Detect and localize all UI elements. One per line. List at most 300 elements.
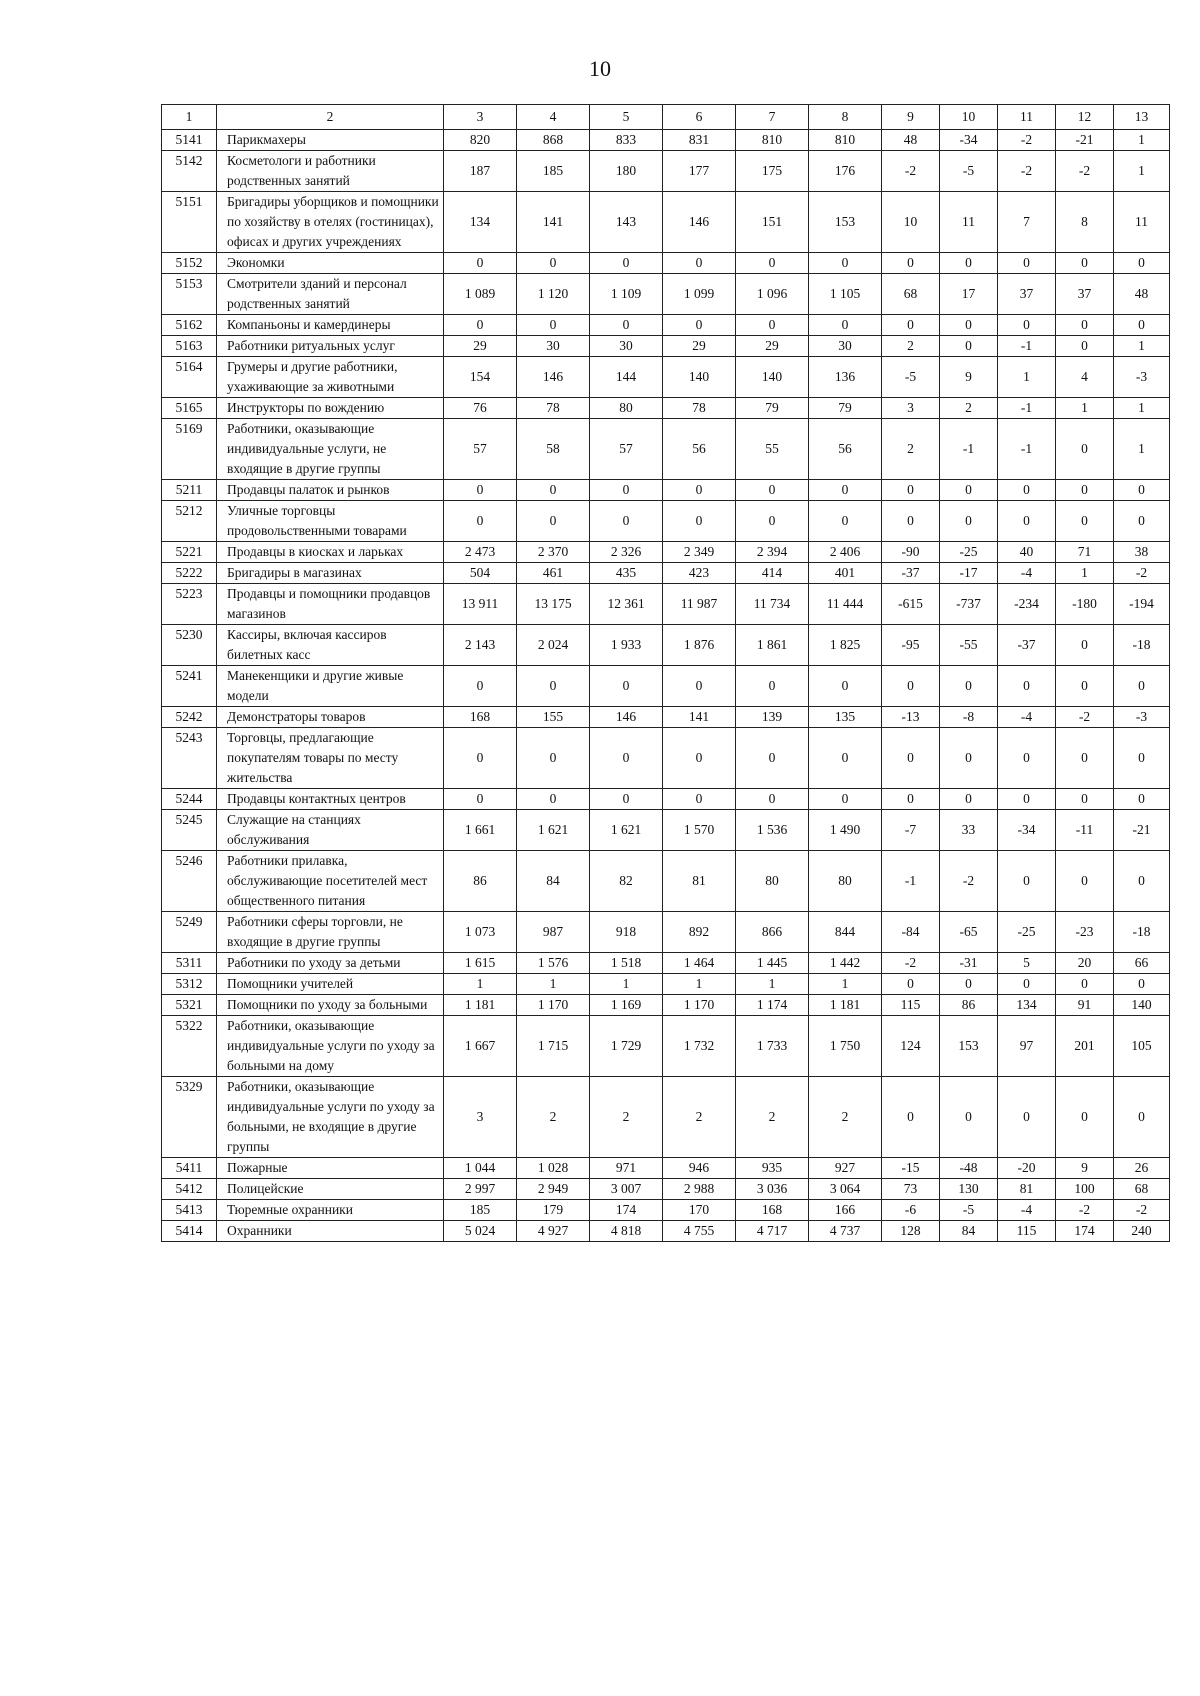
value-cell: 48 (882, 130, 940, 151)
value-cell: 892 (663, 912, 736, 953)
value-cell: 1 825 (809, 625, 882, 666)
value-cell: 141 (663, 707, 736, 728)
value-cell: 1 861 (736, 625, 809, 666)
value-cell: 174 (590, 1200, 663, 1221)
value-cell: 0 (590, 480, 663, 501)
value-cell: 0 (590, 789, 663, 810)
value-cell: -20 (998, 1158, 1056, 1179)
value-cell: 12 361 (590, 584, 663, 625)
value-cell: 1 169 (590, 995, 663, 1016)
value-cell: 153 (940, 1016, 998, 1077)
page-number: 10 (589, 56, 611, 81)
value-cell: 2 326 (590, 542, 663, 563)
value-cell: 4 (1056, 357, 1114, 398)
occupation-code: 5153 (162, 274, 217, 315)
value-cell: 5 024 (444, 1221, 517, 1242)
value-cell: -13 (882, 707, 940, 728)
occupation-name: Работники, оказывающие индивидуальные услуги, не входящие в другие группы (217, 419, 444, 480)
value-cell: 0 (663, 480, 736, 501)
value-cell: -6 (882, 1200, 940, 1221)
occupation-name: Бригадиры уборщиков и помощники по хозяйству в отелях (гостиницах), офисах и других учреждениях (217, 192, 444, 253)
value-cell: 2 949 (517, 1179, 590, 1200)
value-cell: 1 715 (517, 1016, 590, 1077)
value-cell: 81 (663, 851, 736, 912)
occupation-name: Работники, оказывающие индивидуальные услуги по уходу за больными на дому (217, 1016, 444, 1077)
table-row (162, 1179, 1170, 1200)
table-row (162, 625, 1170, 666)
column-number: 12 (1056, 105, 1114, 130)
value-cell: 1 (998, 357, 1056, 398)
value-cell: 134 (998, 995, 1056, 1016)
value-cell: 2 997 (444, 1179, 517, 1200)
value-cell: 8 (1056, 192, 1114, 253)
value-cell: 1 105 (809, 274, 882, 315)
value-cell: 82 (590, 851, 663, 912)
value-cell: 81 (998, 1179, 1056, 1200)
table-row (162, 501, 1170, 542)
table-row (162, 542, 1170, 563)
value-cell: -2 (882, 953, 940, 974)
value-cell: 3 064 (809, 1179, 882, 1200)
value-cell: 80 (736, 851, 809, 912)
value-cell: 0 (940, 480, 998, 501)
value-cell: 0 (517, 728, 590, 789)
value-cell: 1 028 (517, 1158, 590, 1179)
value-cell: 57 (590, 419, 663, 480)
value-cell: 1 073 (444, 912, 517, 953)
occupation-code: 5242 (162, 707, 217, 728)
occupation-name: Торговцы, предлагающие покупателям товары по месту жительства (217, 728, 444, 789)
value-cell: 29 (444, 336, 517, 357)
value-cell: 115 (882, 995, 940, 1016)
occupation-code: 5162 (162, 315, 217, 336)
occupation-name: Косметологи и работники родственных занятий (217, 151, 444, 192)
table-row (162, 851, 1170, 912)
value-cell: 4 927 (517, 1221, 590, 1242)
value-cell: 37 (1056, 274, 1114, 315)
occupation-name: Продавцы палаток и рынков (217, 480, 444, 501)
value-cell: 9 (1056, 1158, 1114, 1179)
value-cell: 810 (809, 130, 882, 151)
occupation-code: 5244 (162, 789, 217, 810)
value-cell: 128 (882, 1221, 940, 1242)
value-cell: 146 (517, 357, 590, 398)
value-cell: 0 (590, 315, 663, 336)
value-cell: 37 (998, 274, 1056, 315)
occupation-name: Работники ритуальных услуг (217, 336, 444, 357)
value-cell: 1 464 (663, 953, 736, 974)
value-cell: 179 (517, 1200, 590, 1221)
value-cell: 0 (882, 789, 940, 810)
value-cell: 2 024 (517, 625, 590, 666)
value-cell: 1 518 (590, 953, 663, 974)
occupation-code: 5163 (162, 336, 217, 357)
value-cell: 0 (1114, 253, 1170, 274)
value-cell: 1 732 (663, 1016, 736, 1077)
value-cell: -18 (1114, 625, 1170, 666)
occupation-code: 5245 (162, 810, 217, 851)
occupation-code: 5414 (162, 1221, 217, 1242)
value-cell: -1 (882, 851, 940, 912)
value-cell: 0 (736, 253, 809, 274)
occupation-name: Работники, оказывающие индивидуальные услуги по уходу за больными, не входящие в другие группы (217, 1077, 444, 1158)
value-cell: -4 (998, 563, 1056, 584)
value-cell: 423 (663, 563, 736, 584)
table-row (162, 1200, 1170, 1221)
table-row (162, 563, 1170, 584)
occupation-name: Работники сферы торговли, не входящие в другие группы (217, 912, 444, 953)
value-cell: -37 (998, 625, 1056, 666)
occupation-name: Охранники (217, 1221, 444, 1242)
column-number: 7 (736, 105, 809, 130)
value-cell: 0 (517, 501, 590, 542)
occupation-code: 5142 (162, 151, 217, 192)
table-row (162, 480, 1170, 501)
value-cell: 168 (444, 707, 517, 728)
value-cell: -1 (940, 419, 998, 480)
value-cell: 11 (1114, 192, 1170, 253)
value-cell: 3 (444, 1077, 517, 1158)
occupation-code: 5169 (162, 419, 217, 480)
value-cell: 176 (809, 151, 882, 192)
occupation-name: Демонстраторы товаров (217, 707, 444, 728)
table-row (162, 315, 1170, 336)
column-number: 2 (217, 105, 444, 130)
column-number: 5 (590, 105, 663, 130)
value-cell: 5 (998, 953, 1056, 974)
value-cell: 927 (809, 1158, 882, 1179)
value-cell: -5 (940, 151, 998, 192)
value-cell: 2 (663, 1077, 736, 1158)
value-cell: 1 (736, 974, 809, 995)
value-cell: -18 (1114, 912, 1170, 953)
value-cell: 155 (517, 707, 590, 728)
value-cell: 91 (1056, 995, 1114, 1016)
value-cell: 0 (663, 666, 736, 707)
value-cell: 146 (590, 707, 663, 728)
occupation-code: 5211 (162, 480, 217, 501)
value-cell: 2 (590, 1077, 663, 1158)
value-cell: 185 (444, 1200, 517, 1221)
value-cell: 2 (882, 419, 940, 480)
occupation-code: 5241 (162, 666, 217, 707)
value-cell: 0 (882, 666, 940, 707)
value-cell: 0 (736, 480, 809, 501)
value-cell: 170 (663, 1200, 736, 1221)
value-cell: 0 (736, 501, 809, 542)
value-cell: 0 (1114, 728, 1170, 789)
occupation-name: Работники прилавка, обслуживающие посетителей мест общественного питания (217, 851, 444, 912)
value-cell: 1 181 (444, 995, 517, 1016)
value-cell: 73 (882, 1179, 940, 1200)
value-cell: 1 120 (517, 274, 590, 315)
value-cell: 3 036 (736, 1179, 809, 1200)
value-cell: 4 818 (590, 1221, 663, 1242)
value-cell: 29 (663, 336, 736, 357)
value-cell: 0 (517, 253, 590, 274)
value-cell: -8 (940, 707, 998, 728)
value-cell: 0 (1056, 666, 1114, 707)
value-cell: 3 007 (590, 1179, 663, 1200)
value-cell: 918 (590, 912, 663, 953)
value-cell: 140 (663, 357, 736, 398)
value-cell: 80 (809, 851, 882, 912)
occupation-code: 5246 (162, 851, 217, 912)
value-cell: -180 (1056, 584, 1114, 625)
value-cell: 1 089 (444, 274, 517, 315)
occupation-code: 5411 (162, 1158, 217, 1179)
value-cell: 0 (736, 666, 809, 707)
value-cell: 68 (882, 274, 940, 315)
occupation-code: 5223 (162, 584, 217, 625)
value-cell: -2 (1056, 707, 1114, 728)
value-cell: 2 143 (444, 625, 517, 666)
value-cell: 0 (590, 666, 663, 707)
occupation-name: Помощники учителей (217, 974, 444, 995)
occupation-name: Продавцы в киосках и ларьках (217, 542, 444, 563)
value-cell: 174 (1056, 1221, 1114, 1242)
value-cell: 130 (940, 1179, 998, 1200)
value-cell: 0 (1056, 315, 1114, 336)
occupation-name: Парикмахеры (217, 130, 444, 151)
value-cell: 0 (809, 501, 882, 542)
table-row (162, 666, 1170, 707)
occupation-name: Смотрители зданий и персонал родственных занятий (217, 274, 444, 315)
occupation-name: Помощники по уходу за больными (217, 995, 444, 1016)
value-cell: 0 (1114, 974, 1170, 995)
value-cell: 135 (809, 707, 882, 728)
value-cell: 139 (736, 707, 809, 728)
table-row (162, 398, 1170, 419)
value-cell: 0 (444, 789, 517, 810)
value-cell: 166 (809, 1200, 882, 1221)
value-cell: 86 (940, 995, 998, 1016)
column-number: 1 (162, 105, 217, 130)
value-cell: 0 (1056, 974, 1114, 995)
value-cell: -4 (998, 707, 1056, 728)
value-cell: 2 (736, 1077, 809, 1158)
occupation-code: 5221 (162, 542, 217, 563)
value-cell: 0 (444, 501, 517, 542)
value-cell: 1 621 (517, 810, 590, 851)
value-cell: 58 (517, 419, 590, 480)
value-cell: -234 (998, 584, 1056, 625)
value-cell: 2 406 (809, 542, 882, 563)
value-cell: 57 (444, 419, 517, 480)
value-cell: 55 (736, 419, 809, 480)
value-cell: 48 (1114, 274, 1170, 315)
value-cell: 0 (1114, 480, 1170, 501)
value-cell: 0 (590, 253, 663, 274)
value-cell: 0 (517, 789, 590, 810)
value-cell: 1 099 (663, 274, 736, 315)
value-cell: 0 (809, 253, 882, 274)
value-cell: 0 (1056, 625, 1114, 666)
value-cell: 86 (444, 851, 517, 912)
value-cell: 0 (809, 315, 882, 336)
table-row (162, 1016, 1170, 1077)
value-cell: 30 (590, 336, 663, 357)
value-cell: 11 734 (736, 584, 809, 625)
value-cell: 1 729 (590, 1016, 663, 1077)
value-cell: 0 (809, 480, 882, 501)
value-cell: 1 570 (663, 810, 736, 851)
value-cell: -90 (882, 542, 940, 563)
value-cell: 20 (1056, 953, 1114, 974)
occupation-code: 5312 (162, 974, 217, 995)
value-cell: 0 (998, 253, 1056, 274)
table-row (162, 1221, 1170, 1242)
value-cell: 1 (1114, 398, 1170, 419)
value-cell: 0 (1056, 336, 1114, 357)
table-row (162, 253, 1170, 274)
table-row (162, 151, 1170, 192)
value-cell: 935 (736, 1158, 809, 1179)
value-cell: 56 (663, 419, 736, 480)
value-cell: 1 933 (590, 625, 663, 666)
value-cell: -15 (882, 1158, 940, 1179)
value-cell: 0 (736, 728, 809, 789)
value-cell: 105 (1114, 1016, 1170, 1077)
value-cell: 0 (1114, 315, 1170, 336)
value-cell: 140 (736, 357, 809, 398)
value-cell: 100 (1056, 1179, 1114, 1200)
table-row (162, 1158, 1170, 1179)
value-cell: 0 (663, 501, 736, 542)
value-cell: 1 661 (444, 810, 517, 851)
value-cell: -7 (882, 810, 940, 851)
table-row (162, 192, 1170, 253)
value-cell: 177 (663, 151, 736, 192)
value-cell: -2 (1056, 151, 1114, 192)
occupation-name: Продавцы и помощники продавцов магазинов (217, 584, 444, 625)
value-cell: 0 (809, 666, 882, 707)
value-cell: 1 733 (736, 1016, 809, 1077)
value-cell: 0 (940, 1077, 998, 1158)
value-cell: 2 (517, 1077, 590, 1158)
value-cell: 2 349 (663, 542, 736, 563)
value-cell: 0 (444, 253, 517, 274)
value-cell: 2 988 (663, 1179, 736, 1200)
value-cell: 831 (663, 130, 736, 151)
value-cell: 0 (590, 728, 663, 789)
value-cell: 68 (1114, 1179, 1170, 1200)
value-cell: -3 (1114, 357, 1170, 398)
table-row (162, 953, 1170, 974)
table-row (162, 1077, 1170, 1158)
value-cell: 180 (590, 151, 663, 192)
value-cell: -37 (882, 563, 940, 584)
value-cell: 0 (517, 480, 590, 501)
value-cell: 141 (517, 192, 590, 253)
value-cell: 0 (882, 728, 940, 789)
value-cell: 0 (1114, 666, 1170, 707)
occupation-name: Уличные торговцы продовольственными товарами (217, 501, 444, 542)
value-cell: -21 (1056, 130, 1114, 151)
value-cell: 833 (590, 130, 663, 151)
value-cell: 124 (882, 1016, 940, 1077)
value-cell: 0 (998, 315, 1056, 336)
value-cell: 435 (590, 563, 663, 584)
occupation-code: 5249 (162, 912, 217, 953)
occupation-name: Полицейские (217, 1179, 444, 1200)
value-cell: 1 (517, 974, 590, 995)
column-number: 3 (444, 105, 517, 130)
value-cell: 11 (940, 192, 998, 253)
value-cell: 146 (663, 192, 736, 253)
value-cell: 0 (663, 315, 736, 336)
value-cell: 2 (940, 398, 998, 419)
value-cell: 97 (998, 1016, 1056, 1077)
column-number: 6 (663, 105, 736, 130)
value-cell: -1 (998, 419, 1056, 480)
value-cell: -65 (940, 912, 998, 953)
value-cell: 0 (444, 728, 517, 789)
value-cell: -17 (940, 563, 998, 584)
occupation-name: Грумеры и другие работники, ухаживающие за животными (217, 357, 444, 398)
occupation-code: 5412 (162, 1179, 217, 1200)
occupation-name: Продавцы контактных центров (217, 789, 444, 810)
value-cell: -95 (882, 625, 940, 666)
value-cell: 0 (444, 666, 517, 707)
occupation-name: Экономки (217, 253, 444, 274)
value-cell: 29 (736, 336, 809, 357)
value-cell: 0 (940, 501, 998, 542)
value-cell: 868 (517, 130, 590, 151)
value-cell: 414 (736, 563, 809, 584)
occupation-code: 5164 (162, 357, 217, 398)
value-cell: -3 (1114, 707, 1170, 728)
occupation-name: Служащие на станциях обслуживания (217, 810, 444, 851)
value-cell: 56 (809, 419, 882, 480)
value-cell: 0 (998, 851, 1056, 912)
value-cell: 0 (882, 974, 940, 995)
value-cell: -23 (1056, 912, 1114, 953)
value-cell: 2 473 (444, 542, 517, 563)
value-cell: 1 621 (590, 810, 663, 851)
occupation-code: 5329 (162, 1077, 217, 1158)
value-cell: 0 (1056, 480, 1114, 501)
value-cell: -34 (940, 130, 998, 151)
value-cell: 1 (809, 974, 882, 995)
value-cell: 79 (736, 398, 809, 419)
value-cell: -2 (940, 851, 998, 912)
value-cell: 151 (736, 192, 809, 253)
value-cell: 154 (444, 357, 517, 398)
table-row (162, 810, 1170, 851)
value-cell: 1 109 (590, 274, 663, 315)
value-cell: 9 (940, 357, 998, 398)
value-cell: 1 442 (809, 953, 882, 974)
table-row (162, 912, 1170, 953)
value-cell: 0 (940, 789, 998, 810)
value-cell: -5 (940, 1200, 998, 1221)
occupation-code: 5230 (162, 625, 217, 666)
value-cell: 2 (882, 336, 940, 357)
value-cell: 0 (1056, 253, 1114, 274)
value-cell: 38 (1114, 542, 1170, 563)
value-cell: 1 (444, 974, 517, 995)
value-cell: 0 (1056, 728, 1114, 789)
value-cell: 134 (444, 192, 517, 253)
value-cell: 866 (736, 912, 809, 953)
value-cell: 0 (998, 501, 1056, 542)
value-cell: 0 (940, 253, 998, 274)
value-cell: -25 (998, 912, 1056, 953)
value-cell: 80 (590, 398, 663, 419)
value-cell: 0 (736, 315, 809, 336)
value-cell: 0 (1056, 419, 1114, 480)
